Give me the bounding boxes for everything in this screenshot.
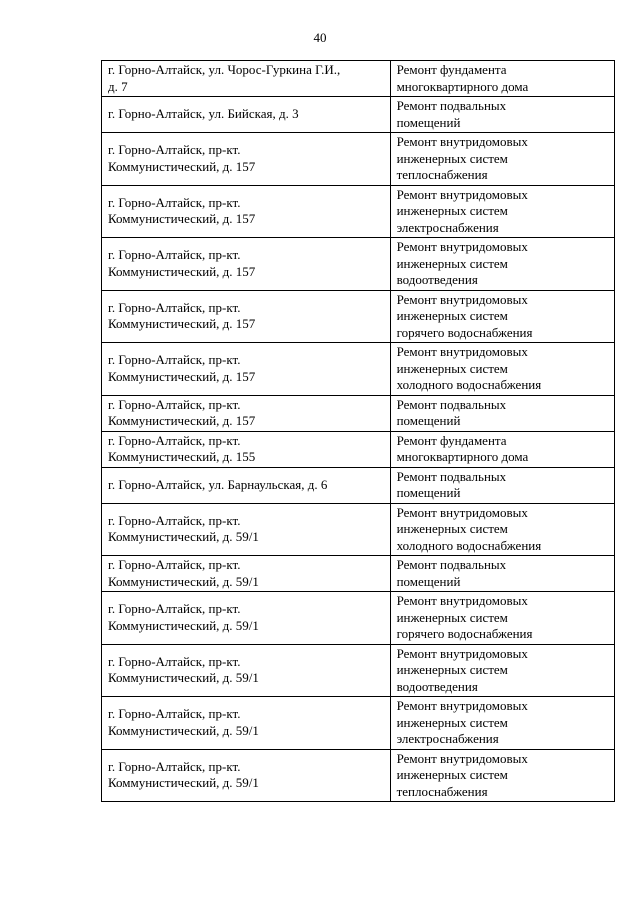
work-type-cell: Ремонт фундамента многоквартирного дома [390,431,614,467]
table-row [102,749,615,802]
table-row [102,644,615,697]
work-type-cell: Ремонт внутридомовых инженерных систем теплоснабжения [390,749,614,802]
table-row [102,133,615,186]
table-row [102,697,615,750]
table-row [102,431,615,467]
address-cell: г. Горно-Алтайск, пр-кт. Коммунистический, д. 157 [102,185,391,238]
table-row [102,238,615,291]
table-row [102,503,615,556]
work-type-cell: Ремонт внутридомовых инженерных систем холодного водоснабжения [390,343,614,396]
table-row [102,467,615,503]
work-type-cell: Ремонт внутридомовых инженерных систем водоотведения [390,238,614,291]
address-cell: г. Горно-Алтайск, пр-кт. Коммунистический, д. 59/1 [102,644,391,697]
work-type-cell: Ремонт подвальных помещений [390,395,614,431]
address-cell: г. Горно-Алтайск, пр-кт. Коммунистический, д. 157 [102,395,391,431]
table-row [102,290,615,343]
address-cell: г. Горно-Алтайск, пр-кт. Коммунистический, д. 157 [102,133,391,186]
work-type-cell: Ремонт внутридомовых инженерных систем теплоснабжения [390,133,614,186]
table-row [102,556,615,592]
address-cell: г. Горно-Алтайск, пр-кт. Коммунистический, д. 59/1 [102,503,391,556]
work-type-cell: Ремонт внутридомовых инженерных систем электроснабжения [390,185,614,238]
work-type-cell: Ремонт подвальных помещений [390,97,614,133]
table-row [102,61,615,97]
address-cell: г. Горно-Алтайск, ул. Бийская, д. 3 [102,97,391,133]
work-type-cell: Ремонт внутридомовых инженерных систем холодного водоснабжения [390,503,614,556]
repair-works-table [101,60,615,802]
address-cell: г. Горно-Алтайск, пр-кт. Коммунистический, д. 157 [102,238,391,291]
table-row [102,395,615,431]
address-cell: г. Горно-Алтайск, ул. Чорос-Гуркина Г.И., д. 7 [102,61,391,97]
work-type-cell: Ремонт внутридомовых инженерных систем горячего водоснабжения [390,592,614,645]
address-cell: г. Горно-Алтайск, пр-кт. Коммунистический, д. 59/1 [102,749,391,802]
address-cell: г. Горно-Алтайск, ул. Барнаульская, д. 6 [102,467,391,503]
work-type-cell: Ремонт внутридомовых инженерных систем горячего водоснабжения [390,290,614,343]
table-row [102,97,615,133]
work-type-cell: Ремонт подвальных помещений [390,556,614,592]
address-cell: г. Горно-Алтайск, пр-кт. Коммунистический, д. 59/1 [102,592,391,645]
work-type-cell: Ремонт внутридомовых инженерных систем электроснабжения [390,697,614,750]
work-type-cell: Ремонт фундамента многоквартирного дома [390,61,614,97]
work-type-cell: Ремонт внутридомовых инженерных систем водоотведения [390,644,614,697]
address-cell: г. Горно-Алтайск, пр-кт. Коммунистический, д. 157 [102,343,391,396]
address-cell: г. Горно-Алтайск, пр-кт. Коммунистический, д. 59/1 [102,697,391,750]
page-number: 40 [313,30,327,45]
table-row [102,185,615,238]
address-cell: г. Горно-Алтайск, пр-кт. Коммунистический, д. 155 [102,431,391,467]
address-cell: г. Горно-Алтайск, пр-кт. Коммунистический, д. 157 [102,290,391,343]
table-row [102,343,615,396]
address-cell: г. Горно-Алтайск, пр-кт. Коммунистический, д. 59/1 [102,556,391,592]
table-row [102,592,615,645]
work-type-cell: Ремонт подвальных помещений [390,467,614,503]
